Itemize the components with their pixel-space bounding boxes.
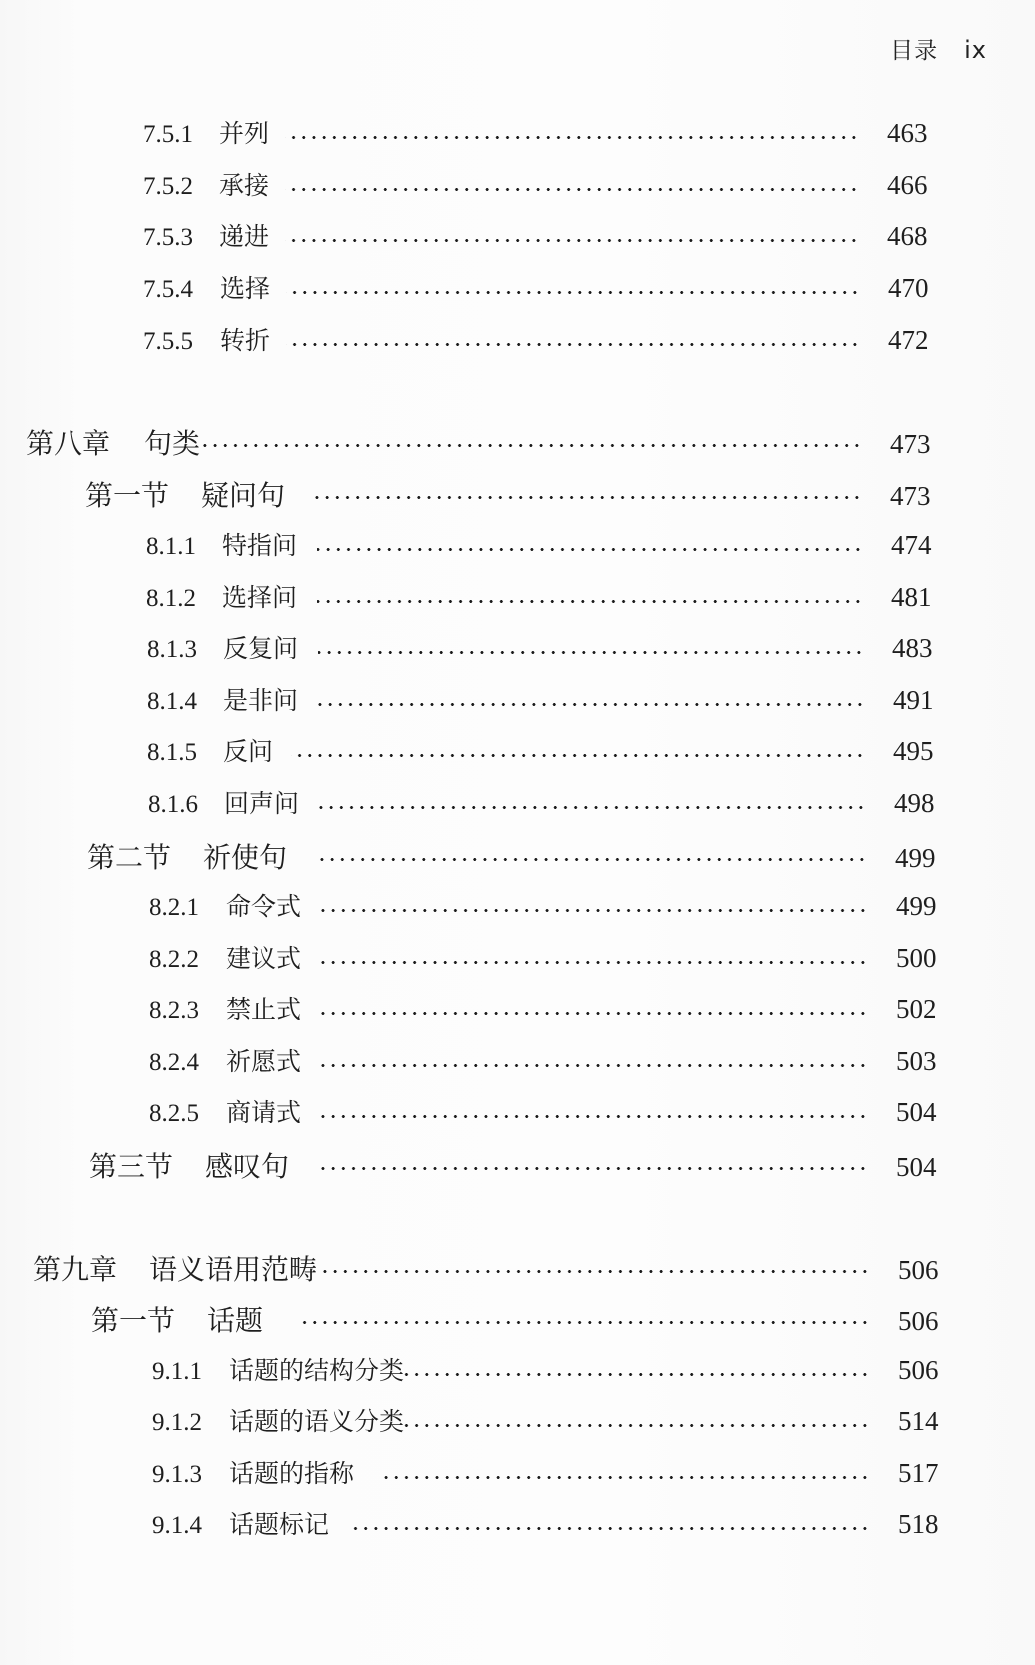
entry-title: 回声问: [224, 789, 300, 818]
entry-page-number: 514: [898, 1406, 939, 1436]
dot-leader: [317, 600, 863, 603]
entry-page-number: 498: [894, 788, 935, 818]
toc-entry[interactable]: [147, 681, 949, 721]
entry-page-number: 466: [887, 170, 928, 200]
entry-number: 7.5.3: [143, 224, 193, 251]
entry-page-number: 470: [888, 273, 929, 303]
dot-leader: [297, 1321, 870, 1324]
entry-title: 选择: [220, 274, 271, 303]
entry-number: 9.1.1: [152, 1358, 202, 1385]
dot-leader: [317, 548, 863, 551]
dot-leader: [404, 1373, 870, 1376]
entry-title: 反问: [223, 737, 274, 766]
entry-page-number: 481: [891, 582, 932, 612]
entry-page-number: 491: [893, 685, 934, 715]
entry-title: 禁止式: [226, 995, 302, 1024]
entry-number: 8.2.5: [149, 1100, 199, 1127]
entry-page-number: 463: [887, 118, 928, 148]
dot-leader: [315, 496, 862, 499]
page-folio: ix: [964, 36, 987, 64]
dot-leader: [321, 909, 868, 912]
entry-number: 7.5.5: [143, 328, 193, 355]
dot-leader: [321, 961, 868, 964]
dot-leader: [200, 444, 862, 447]
chapter-number: 第九章: [33, 1255, 118, 1286]
entry-title: 祈愿式: [226, 1047, 302, 1076]
entry-title: 递进: [219, 222, 270, 251]
toc-entry[interactable]: [152, 1505, 954, 1545]
entry-number: 7.5.1: [143, 121, 193, 148]
entry-title: 命令式: [226, 892, 302, 921]
entry-title: 话题标记: [229, 1510, 330, 1539]
dot-leader: [319, 806, 866, 809]
toc-entry[interactable]: [152, 1454, 954, 1494]
entry-title: 是非问: [223, 686, 299, 715]
dot-leader: [285, 239, 859, 242]
entry-number: 8.2.1: [149, 894, 199, 921]
entry-title: 商请式: [226, 1098, 302, 1127]
entry-page-number: 502: [896, 994, 937, 1024]
entry-number: 7.5.4: [143, 276, 193, 303]
toc-chapter-entry[interactable]: [33, 1248, 954, 1288]
entry-title: 并列: [219, 119, 270, 148]
toc-entry[interactable]: [143, 166, 943, 206]
dot-leader: [321, 1064, 868, 1067]
entry-title: 话题的语义分类: [229, 1407, 405, 1436]
running-head: [890, 32, 987, 65]
toc-entry[interactable]: [147, 732, 949, 772]
toc-entry[interactable]: [152, 1402, 954, 1442]
entry-number: 8.2.3: [149, 997, 199, 1024]
toc-entry[interactable]: [149, 1093, 952, 1133]
toc-entry[interactable]: [149, 1042, 952, 1082]
toc-section-entry[interactable]: [91, 1299, 954, 1339]
dot-leader: [286, 291, 860, 294]
toc-entry[interactable]: [143, 114, 943, 154]
section-number: 第二节: [87, 843, 172, 874]
dot-leader: [291, 754, 865, 757]
dot-leader: [317, 858, 867, 861]
entry-number: 9.1.4: [152, 1512, 202, 1539]
section-title: 疑问句: [201, 479, 286, 512]
dot-leader: [285, 136, 859, 139]
toc-entry[interactable]: [143, 269, 944, 309]
entry-page-number: 506: [898, 1355, 939, 1385]
section-number: 第一节: [85, 481, 170, 512]
toc-entry[interactable]: [147, 629, 948, 669]
entry-page-number: 483: [892, 633, 933, 663]
toc-entry[interactable]: [143, 217, 943, 257]
toc-entry[interactable]: [149, 990, 952, 1030]
entry-page-number: 474: [891, 530, 932, 560]
entry-page-number: 503: [896, 1046, 937, 1076]
dot-leader: [319, 1167, 868, 1170]
section-title: 祈使句: [203, 841, 288, 874]
entry-page-number: 495: [893, 736, 934, 766]
entry-number: 8.2.4: [149, 1049, 199, 1076]
entry-page-number: 504: [896, 1152, 937, 1182]
entry-page-number: 518: [898, 1509, 939, 1539]
dot-leader: [318, 703, 865, 706]
entry-page-number: 473: [890, 429, 931, 459]
toc-section-entry[interactable]: [89, 1145, 952, 1185]
entry-page-number: 504: [896, 1097, 937, 1127]
entry-title: 建议式: [226, 944, 302, 973]
dot-leader: [382, 1476, 870, 1479]
entry-number: 7.5.2: [143, 173, 193, 200]
entry-page-number: 500: [896, 943, 937, 973]
toc-entry[interactable]: [146, 526, 947, 566]
section-number: 第一节: [91, 1306, 176, 1337]
toc-section-entry[interactable]: [87, 836, 951, 876]
entry-page-number: 506: [898, 1255, 939, 1285]
entry-title: 反复问: [223, 634, 299, 663]
section-title: 感叹句: [205, 1150, 290, 1183]
toc-entry[interactable]: [146, 578, 947, 618]
dot-leader: [351, 1527, 870, 1530]
dot-leader: [317, 1270, 870, 1273]
entry-page-number: 499: [896, 891, 937, 921]
toc-section-entry[interactable]: [85, 474, 946, 514]
entry-number: 8.1.4: [147, 688, 197, 715]
entry-number: 8.1.1: [146, 533, 196, 560]
entry-page-number: 468: [887, 221, 928, 251]
dot-leader: [318, 651, 864, 654]
entry-title: 话题的指称: [229, 1459, 355, 1488]
entry-title: 承接: [219, 171, 270, 200]
entry-number: 8.1.2: [146, 585, 196, 612]
toc-entry[interactable]: [143, 321, 944, 361]
entry-number: 8.1.3: [147, 636, 197, 663]
entry-number: 8.2.2: [149, 946, 199, 973]
entry-number: 9.1.2: [152, 1409, 202, 1436]
chapter-title: 语义语用范畴: [149, 1253, 318, 1286]
entry-page-number: 517: [898, 1458, 939, 1488]
entry-page-number: 473: [890, 481, 931, 511]
entry-page-number: 499: [895, 843, 936, 873]
dot-leader: [285, 188, 859, 191]
section-title: 话题: [207, 1304, 264, 1337]
chapter-number: 第八章: [26, 429, 111, 460]
entry-number: 8.1.5: [147, 739, 197, 766]
entry-title: 转折: [220, 326, 271, 355]
toc-entry[interactable]: [152, 1351, 954, 1391]
entry-number: 8.1.6: [148, 791, 198, 818]
chapter-title: 句类: [144, 427, 201, 460]
toc-entry[interactable]: [148, 784, 950, 824]
toc-entry[interactable]: [149, 939, 952, 979]
dot-leader: [321, 1115, 868, 1118]
entry-page-number: 472: [888, 325, 929, 355]
entry-title: 话题的结构分类: [229, 1356, 405, 1385]
toc-chapter-entry[interactable]: [26, 422, 946, 462]
section-number: 第三节: [89, 1152, 174, 1183]
entry-title: 选择问: [222, 583, 298, 612]
toc-entry[interactable]: [149, 887, 952, 927]
entry-title: 特指问: [222, 531, 298, 560]
dot-leader: [404, 1424, 870, 1427]
dot-leader: [321, 1012, 868, 1015]
entry-number: 9.1.3: [152, 1461, 202, 1488]
dot-leader: [286, 343, 860, 346]
running-head-title: 目录: [890, 38, 939, 64]
entry-page-number: 506: [898, 1306, 939, 1336]
